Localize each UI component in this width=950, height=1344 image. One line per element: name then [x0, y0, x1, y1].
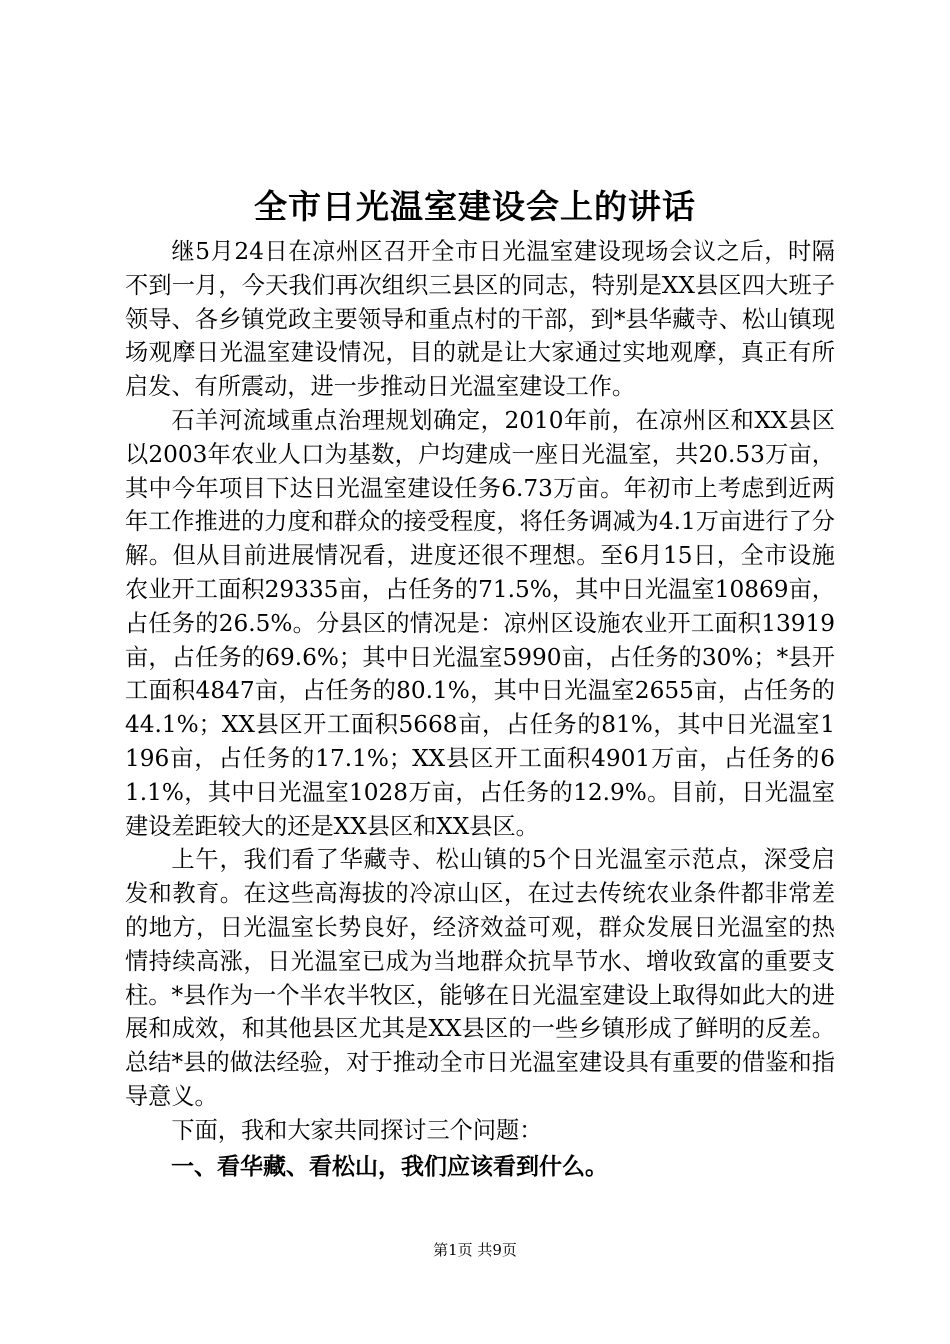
- document-title: 全市日光温室建设会上的讲话: [254, 187, 696, 226]
- document-body: [125, 235, 835, 1184]
- page-footer: 第1页 共9页: [433, 1241, 517, 1259]
- paragraph-4: 下面，我和大家共同探讨三个问题：: [171, 1116, 543, 1144]
- paragraph-2: 石羊河流域重点治理规划确定，2010年前，在凉州区和XX县区以2003年农业人口为基数，户均建成一座日光温室，共20.53万亩，其中今年项目下达日光温室建设任务6.73万亩。年初市上考虑到近两年工作推进的力度和群众的接受程度，将任务调减为4.1万亩进行了分解。但从目前进展情况看，进度还很不理想。至6月15日，全市设施农业开工面积29335亩，占任务的71.5%，其中日光温室10869亩，占任务的26.5%。分县区的情况是：凉州区设施农业开工面积13919亩，占任务的69.6%；其中日光温室5990亩，占任务的30%；*县开工面积4847亩，占任务的80.1%，其中日光温室2655亩，占任务的44.1%；XX县区开工面积5668亩，占任务的81%，其中日光温室1196亩，占任务的17.1%；XX县区开工面积4901万亩，占任务的61.1%，其中日光温室1028万亩，占任务的12.9%。目前，日光温室建设差距较大的还是XX县区和XX县区。: [125, 406, 835, 840]
- section-heading: 一、看华藏、看松山，我们应该看到什么。: [171, 1153, 608, 1180]
- paragraph-3: 上午，我们看了华藏寺、松山镇的5个日光温室示范点，深受启发和教育。在这些高海拔的冷凉山区，在过去传统农业条件都非常差的地方，日光温室长势良好，经济效益可观，群众发展日光温室的热情持续高涨，日光温室已成为当地群众抗旱节水、增收致富的重要支柱。*县作为一个半农半牧区，能够在日光温室建设上取得如此大的进展和成效，和其他县区尤其是XX县区的一些乡镇形成了鲜明的反差。总结*县的做法经验，对于推动全市日光温室建设具有重要的借鉴和指导意义。: [125, 846, 835, 1110]
- paragraph-1: 继5月24日在凉州区召开全市日光温室建设现场会议之后，时隔不到一月，今天我们再次组织三县区的同志，特别是XX县区四大班子领导、各乡镇党政主要领导和重点村的干部，到*县华藏寺、松山镇现场观摩日光温室建设情况，目的就是让大家通过实地观摩，真正有所启发、有所震动，进一步推动日光温室建设工作。: [125, 238, 835, 401]
